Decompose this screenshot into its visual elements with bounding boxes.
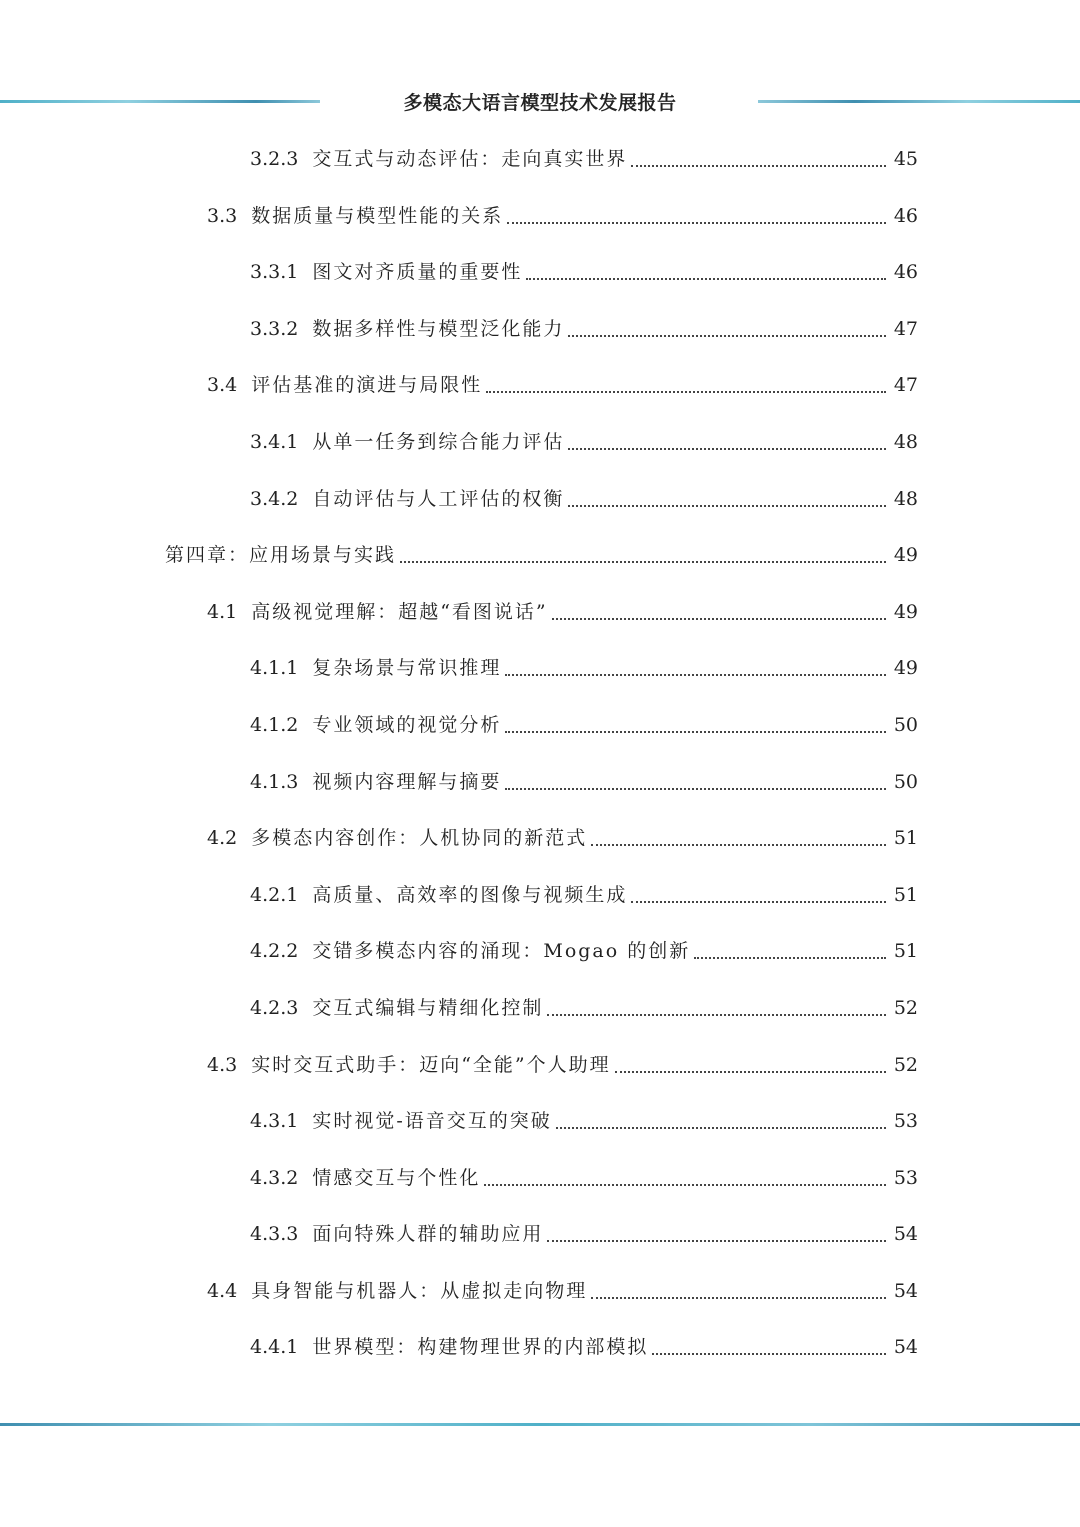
toc-entry[interactable] (0, 1160, 1080, 1217)
toc-entry-title: 数据质量与模型性能的关系 (251, 204, 504, 227)
toc-entry[interactable] (0, 311, 1080, 368)
toc-entry[interactable] (0, 1216, 1080, 1273)
toc-dot-leader (552, 594, 886, 620)
toc-entry-number: 4.3.3 (250, 1223, 299, 1246)
toc-entry-number: 4.1.3 (250, 770, 299, 793)
toc-entry-page: 49 (893, 657, 918, 680)
toc-entry-title: 数据多样性与模型泛化能力 (312, 317, 565, 340)
toc-entry[interactable] (0, 1103, 1080, 1160)
page-header-title: 多模态大语言模型技术发展报告 (403, 92, 677, 114)
toc-entry[interactable] (0, 537, 1080, 594)
toc-entry-page: 45 (893, 148, 918, 170)
toc-dot-leader (505, 764, 886, 790)
toc-entry-page: 54 (893, 1336, 918, 1359)
footer-rule (0, 1423, 1080, 1426)
toc-entry[interactable] (0, 1329, 1080, 1386)
toc-entry[interactable] (0, 141, 1080, 198)
toc-entry-number: 4.2.3 (250, 996, 299, 1019)
header-rule-left (0, 100, 320, 103)
toc-entry-title: 高级视觉理解：超越“看图说话” (251, 600, 548, 623)
toc-entry-number: 4.3.2 (250, 1166, 299, 1189)
toc-entry-title: 第四章：应用场景与实践 (165, 544, 397, 567)
toc-entry[interactable] (0, 1273, 1080, 1330)
toc-dot-leader (631, 877, 886, 903)
toc-dot-leader (505, 650, 886, 676)
toc-dot-leader (568, 481, 886, 507)
toc-entry-title: 评估基准的演进与局限性 (251, 374, 483, 397)
toc-entry-page: 48 (893, 487, 918, 510)
table-of-contents (0, 141, 1080, 1386)
toc-entry-page: 47 (893, 317, 918, 340)
toc-dot-leader (484, 1160, 886, 1186)
toc-entry-page: 51 (893, 883, 918, 906)
toc-entry[interactable] (0, 424, 1080, 481)
toc-entry-number: 4.4.1 (250, 1336, 299, 1359)
toc-entry[interactable] (0, 1047, 1080, 1104)
toc-entry-title: 实时视觉-语音交互的突破 (312, 1110, 552, 1133)
toc-entry-number: 4.1 (207, 600, 238, 623)
toc-entry-number: 4.3 (207, 1053, 238, 1076)
toc-entry-title: 交互式编辑与精细化控制 (312, 996, 544, 1019)
toc-entry-title: 实时交互式助手：迈向“全能”个人助理 (251, 1053, 611, 1076)
toc-entry[interactable] (0, 933, 1080, 990)
toc-entry-number: 3.4 (207, 374, 238, 397)
toc-entry[interactable] (0, 877, 1080, 934)
toc-entry-page: 49 (893, 600, 918, 623)
toc-entry-number: 4.2.2 (250, 940, 299, 963)
toc-entry-page: 51 (893, 827, 918, 850)
toc-entry-title: 复杂场景与常识推理 (312, 657, 502, 680)
toc-entry-title: 高质量、高效率的图像与视频生成 (312, 883, 628, 906)
toc-dot-leader (694, 933, 886, 959)
toc-dot-leader (652, 1329, 886, 1355)
toc-entry-title: 多模态内容创作：人机协同的新范式 (251, 827, 588, 850)
toc-dot-leader (526, 254, 886, 280)
toc-entry-title: 图文对齐质量的重要性 (312, 261, 523, 284)
toc-entry-number: 3.3.1 (250, 261, 299, 284)
toc-entry-number: 4.4 (207, 1279, 238, 1302)
toc-entry-title: 视频内容理解与摘要 (312, 770, 502, 793)
toc-entry[interactable] (0, 650, 1080, 707)
toc-entry-title: 面向特殊人群的辅助应用 (312, 1223, 544, 1246)
toc-entry-page: 52 (893, 996, 918, 1019)
toc-entry-number: 4.1.1 (250, 657, 299, 680)
toc-dot-leader (400, 537, 886, 563)
toc-entry-title: 交互式与动态评估：走向真实世界 (312, 148, 628, 170)
toc-dot-leader (568, 424, 886, 450)
toc-entry-number: 4.2 (207, 827, 238, 850)
toc-dot-leader (591, 820, 886, 846)
toc-entry-page: 49 (893, 544, 918, 567)
toc-entry-number: 3.3 (207, 204, 238, 227)
toc-entry[interactable] (0, 594, 1080, 651)
toc-entry-page: 54 (893, 1279, 918, 1302)
toc-entry-number: 3.4.2 (250, 487, 299, 510)
toc-entry-page: 47 (893, 374, 918, 397)
toc-entry-page: 51 (893, 940, 918, 963)
toc-entry-title: 交错多模态内容的涌现：Mogao 的创新 (312, 940, 691, 963)
toc-dot-leader (507, 198, 886, 224)
toc-dot-leader (591, 1273, 886, 1299)
toc-entry-page: 50 (893, 770, 918, 793)
toc-dot-leader (556, 1103, 886, 1129)
toc-entry-number: 3.4.1 (250, 430, 299, 453)
toc-entry-page: 53 (893, 1166, 918, 1189)
toc-entry-page: 52 (893, 1053, 918, 1076)
toc-entry-title: 具身智能与机器人：从虚拟走向物理 (251, 1279, 588, 1302)
toc-entry-title: 世界模型：构建物理世界的内部模拟 (312, 1336, 649, 1359)
toc-entry[interactable] (0, 481, 1080, 538)
header-rule-right (758, 100, 1080, 103)
toc-dot-leader (547, 1216, 886, 1242)
toc-entry-number: 3.3.2 (250, 317, 299, 340)
toc-entry-page: 48 (893, 430, 918, 453)
toc-entry-title: 情感交互与个性化 (312, 1166, 481, 1189)
toc-entry[interactable] (0, 367, 1080, 424)
toc-entry[interactable] (0, 198, 1080, 255)
toc-entry[interactable] (0, 990, 1080, 1047)
toc-entry-number: 4.1.2 (250, 713, 299, 736)
toc-entry[interactable] (0, 820, 1080, 877)
toc-entry[interactable] (0, 254, 1080, 311)
toc-entry-title: 自动评估与人工评估的权衡 (312, 487, 565, 510)
toc-dot-leader (486, 367, 886, 393)
toc-entry-title: 从单一任务到综合能力评估 (312, 430, 565, 453)
toc-entry-title: 专业领域的视觉分析 (312, 713, 502, 736)
toc-dot-leader (505, 707, 886, 733)
toc-entry-page: 46 (893, 261, 918, 284)
toc-entry[interactable] (0, 707, 1080, 764)
toc-dot-leader (615, 1047, 886, 1073)
toc-entry-number: 4.2.1 (250, 883, 299, 906)
toc-entry-page: 53 (893, 1110, 918, 1133)
toc-entry-number: 4.3.1 (250, 1110, 299, 1133)
toc-dot-leader (631, 141, 886, 167)
toc-dot-leader (547, 990, 886, 1016)
toc-dot-leader (568, 311, 886, 337)
toc-entry-page: 46 (893, 204, 918, 227)
toc-entry[interactable] (0, 764, 1080, 821)
toc-entry-page: 54 (893, 1223, 918, 1246)
toc-entry-page: 50 (893, 713, 918, 736)
toc-entry-number: 3.2.3 (250, 148, 299, 170)
